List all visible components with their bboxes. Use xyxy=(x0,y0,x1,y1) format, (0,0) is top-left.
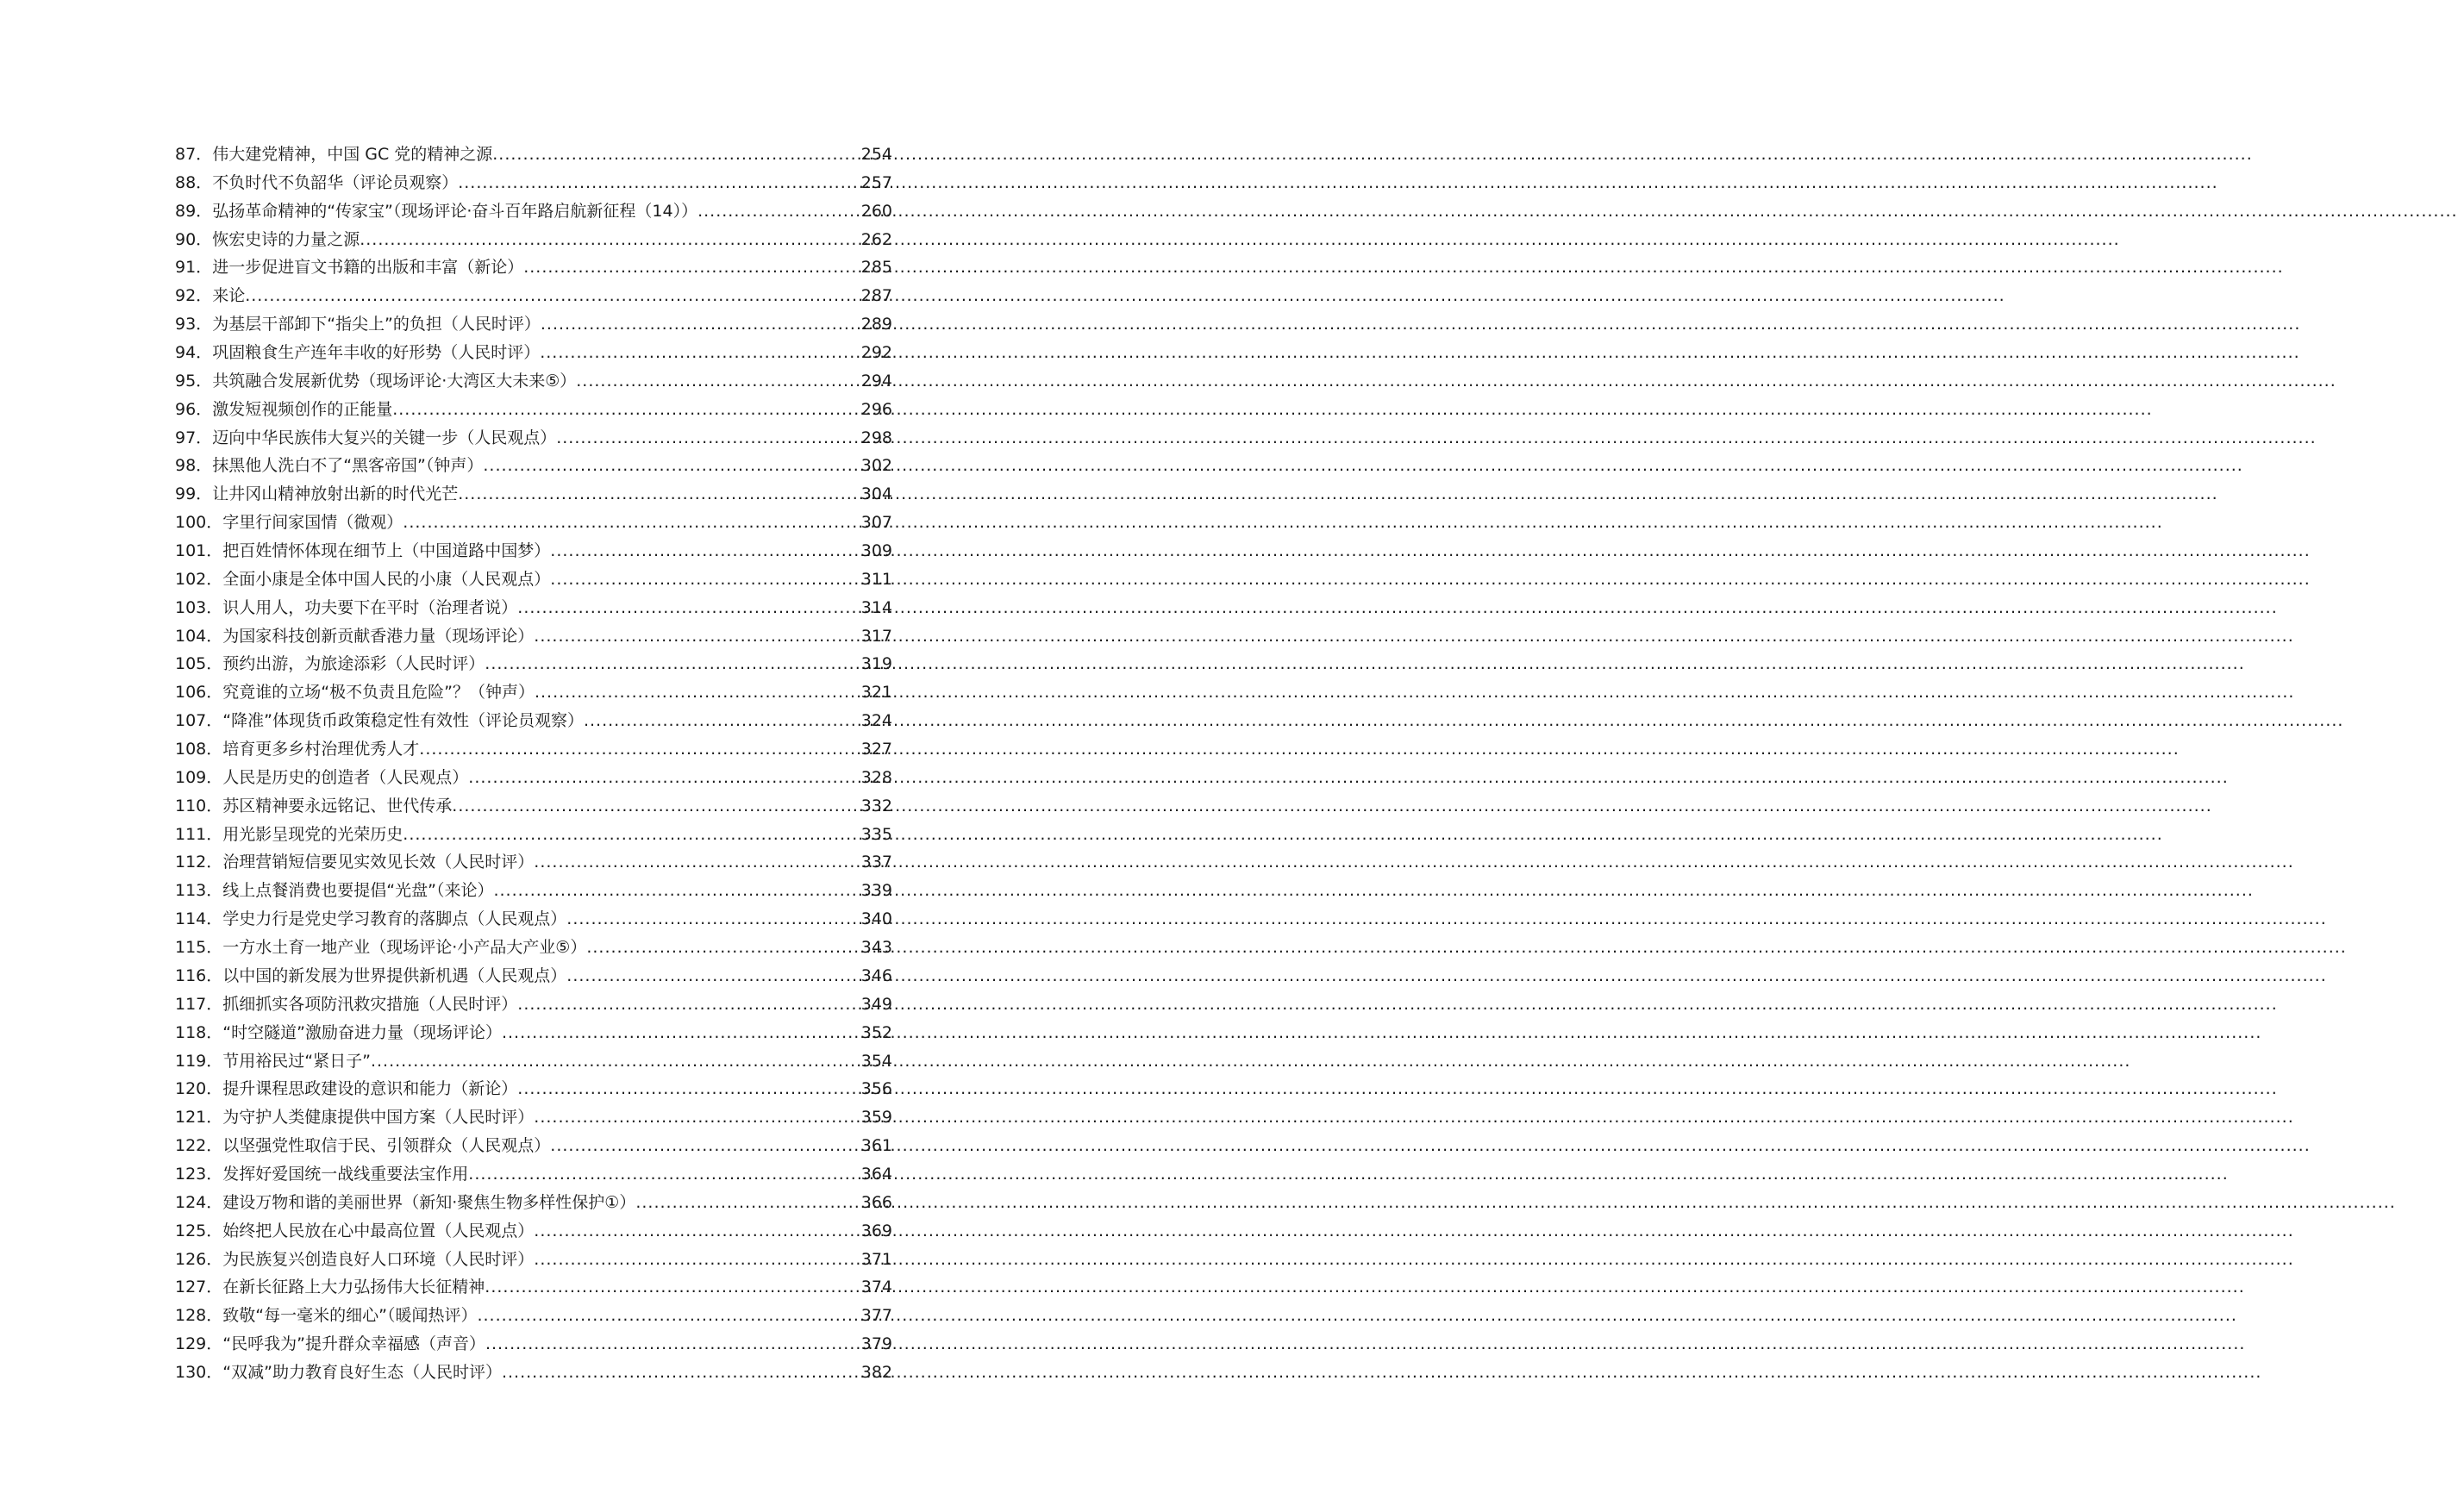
dot-leader xyxy=(502,1019,861,1047)
toc-entry[interactable] xyxy=(175,934,892,962)
entry-number: 103． xyxy=(175,597,223,617)
entry-number: 90． xyxy=(175,229,213,249)
dot-leader xyxy=(452,792,860,821)
entry-page-number: 294 xyxy=(860,371,892,390)
entry-page-number: 379 xyxy=(860,1334,892,1354)
entry-number: 123． xyxy=(175,1164,223,1184)
dot-leader xyxy=(483,452,860,480)
toc-entry[interactable] xyxy=(175,1047,892,1076)
toc-entry[interactable] xyxy=(175,339,892,367)
entry-page-number: 374 xyxy=(860,1278,892,1297)
entry-title: 不负时代不负韶华（评论员观察） xyxy=(212,172,459,192)
entry-page-number: 292 xyxy=(860,343,892,363)
toc-entry[interactable] xyxy=(175,622,892,651)
toc-entry[interactable] xyxy=(175,764,892,792)
entry-title: 以中国的新发展为世界提供新机遇（人民观点） xyxy=(222,965,567,985)
dot-leader xyxy=(485,1330,861,1359)
entry-page-number: 257 xyxy=(860,172,892,192)
toc-entry[interactable] xyxy=(175,1160,892,1189)
entry-page-number: 356 xyxy=(860,1079,892,1099)
entry-number: 114． xyxy=(175,909,223,929)
entry-title: 抓细抓实各项防汛救灾措施（人民时评） xyxy=(222,994,518,1014)
dot-leader xyxy=(566,962,860,990)
toc-entry[interactable] xyxy=(175,792,892,821)
entry-title: 节用裕民过“紧日子” xyxy=(222,1051,371,1071)
entry-page-number: 321 xyxy=(860,683,892,703)
entry-number: 110． xyxy=(175,796,223,815)
entry-title: “降准”体现货币政策稳定性有效性（评论员观察） xyxy=(222,711,584,731)
toc-entry[interactable] xyxy=(175,1330,892,1359)
dot-leader xyxy=(360,226,861,254)
entry-title: 致敬“每一毫米的细心”（暖闻热评） xyxy=(222,1306,478,1326)
dot-leader xyxy=(584,707,861,735)
entry-number: 89． xyxy=(175,201,213,221)
toc-entry[interactable] xyxy=(175,821,892,849)
toc-entry[interactable] xyxy=(175,990,892,1019)
entry-page-number: 260 xyxy=(860,201,892,221)
entry-page-number: 346 xyxy=(860,965,892,985)
entry-page-number: 382 xyxy=(860,1362,892,1382)
entry-number: 96． xyxy=(175,399,213,419)
toc-entry[interactable] xyxy=(175,678,892,707)
dot-leader xyxy=(534,1246,860,1274)
entry-number: 127． xyxy=(175,1278,223,1297)
dot-leader xyxy=(534,622,860,651)
dot-leader xyxy=(477,1302,860,1330)
entry-number: 91． xyxy=(175,258,213,278)
entry-page-number: 287 xyxy=(860,286,892,306)
entry-number: 105． xyxy=(175,654,223,674)
dot-leader xyxy=(517,990,860,1019)
entry-number: 97． xyxy=(175,428,213,447)
dot-leader xyxy=(550,1132,860,1160)
dot-leader xyxy=(535,678,861,707)
entry-page-number: 302 xyxy=(860,456,892,476)
dot-leader xyxy=(458,480,861,509)
toc-entry[interactable] xyxy=(175,396,892,424)
entry-title: 识人用人，功夫要下在平时（治理者说） xyxy=(222,597,518,617)
entry-page-number: 354 xyxy=(860,1051,892,1071)
toc-entry[interactable] xyxy=(175,962,892,990)
dot-leader xyxy=(403,821,860,849)
entry-number: 88． xyxy=(175,172,213,192)
entry-page-number: 359 xyxy=(860,1108,892,1128)
entry-page-number: 254 xyxy=(860,145,892,164)
entry-number: 125． xyxy=(175,1221,223,1240)
toc-entry[interactable] xyxy=(175,367,892,396)
entry-title: 抹黑他人洗白不了“黑客帝国”（钟声） xyxy=(212,456,484,476)
entry-page-number: 289 xyxy=(860,315,892,334)
entry-number: 113． xyxy=(175,881,223,901)
entry-title: 巩固粮食生产连年丰收的好形势（人民时评） xyxy=(212,343,541,363)
entry-number: 92． xyxy=(175,286,213,306)
entry-title: 以坚强党性取信于民、引领群众（人民观点） xyxy=(222,1136,551,1156)
dot-leader xyxy=(468,1160,860,1189)
entry-title: 究竟谁的立场“极不负责且危险”？（钟声） xyxy=(222,683,535,703)
entry-title: 激发短视频创作的正能量 xyxy=(212,399,393,419)
entry-title: 一方水土育一地产业（现场评论·小产品大产业⑤） xyxy=(222,938,587,958)
entry-title: 提升课程思政建设的意识和能力（新论） xyxy=(222,1079,518,1099)
entry-page-number: 339 xyxy=(860,881,892,901)
entry-page-number: 307 xyxy=(860,513,892,533)
entry-page-number: 340 xyxy=(860,909,892,929)
entry-number: 106． xyxy=(175,683,223,703)
toc-entry[interactable] xyxy=(175,226,892,254)
entry-title: 弘扬革命精神的“传家宝”（现场评论·奋斗百年路启航新征程（14）） xyxy=(212,201,698,221)
entry-title: 线上点餐消费也要提倡“光盘”（来论） xyxy=(222,881,494,901)
dot-leader xyxy=(540,339,861,367)
entry-page-number: 335 xyxy=(860,824,892,844)
entry-title: 伟大建党精神，中国 GC 党的精神之源 xyxy=(212,145,493,164)
entry-number: 111． xyxy=(175,824,223,844)
entry-number: 112． xyxy=(175,853,223,872)
entry-page-number: 317 xyxy=(860,626,892,646)
dot-leader xyxy=(392,396,861,424)
toc-entry[interactable] xyxy=(175,735,892,764)
entry-title: 全面小康是全体中国人民的小康（人民观点） xyxy=(222,569,551,589)
dot-leader xyxy=(492,141,860,169)
entry-page-number: 366 xyxy=(860,1192,892,1212)
dot-leader xyxy=(485,1273,860,1302)
dot-leader xyxy=(534,1217,860,1246)
toc-entry[interactable] xyxy=(175,1273,892,1302)
entry-title: 为守护人类健康提供中国方案（人民时评） xyxy=(222,1108,535,1128)
entry-number: 129． xyxy=(175,1334,223,1354)
toc-entry[interactable] xyxy=(175,877,892,905)
entry-page-number: 319 xyxy=(860,654,892,674)
toc-entry[interactable] xyxy=(175,1189,892,1217)
toc-entry[interactable] xyxy=(175,509,892,537)
entry-number: 95． xyxy=(175,371,213,390)
entry-page-number: 324 xyxy=(860,711,892,731)
dot-leader xyxy=(468,764,860,792)
dot-leader xyxy=(566,905,860,934)
dot-leader xyxy=(517,594,860,622)
entry-page-number: 327 xyxy=(860,740,892,759)
dot-leader xyxy=(635,1189,860,1217)
toc-entry[interactable] xyxy=(175,594,892,622)
entry-page-number: 262 xyxy=(860,229,892,249)
entry-page-number: 361 xyxy=(860,1136,892,1156)
toc-entry[interactable] xyxy=(175,169,892,197)
entry-number: 122． xyxy=(175,1136,223,1156)
entry-title: 恢宏史诗的力量之源 xyxy=(212,229,360,249)
entry-number: 101． xyxy=(175,541,223,561)
entry-number: 119． xyxy=(175,1051,223,1071)
toc-entry[interactable] xyxy=(175,1217,892,1246)
entry-title: 始终把人民放在心中最高位置（人民观点） xyxy=(222,1221,535,1240)
toc-entry[interactable] xyxy=(175,848,892,877)
entry-number: 87． xyxy=(175,145,213,164)
toc-entry[interactable] xyxy=(175,1246,892,1274)
entry-number: 115． xyxy=(175,938,223,958)
toc-entry[interactable] xyxy=(175,1019,892,1047)
dot-leader xyxy=(541,310,861,339)
toc-entry[interactable] xyxy=(175,1103,892,1132)
entry-number: 107． xyxy=(175,711,223,731)
dot-leader xyxy=(502,1359,861,1387)
entry-title: “双减”助力教育良好生态（人民时评） xyxy=(222,1362,502,1382)
entry-title: 治理营销短信要见实效见长效（人民时评） xyxy=(222,853,535,872)
entry-number: 102． xyxy=(175,569,223,589)
entry-page-number: 371 xyxy=(860,1249,892,1269)
entry-page-number: 285 xyxy=(860,258,892,278)
entry-title: 用光影呈现党的光荣历史 xyxy=(222,824,403,844)
dot-leader xyxy=(493,877,860,905)
entry-page-number: 332 xyxy=(860,796,892,815)
entry-number: 120． xyxy=(175,1079,223,1099)
entry-page-number: 349 xyxy=(860,994,892,1014)
toc-entry[interactable] xyxy=(175,253,892,282)
entry-number: 130． xyxy=(175,1362,223,1382)
dot-leader xyxy=(534,848,860,877)
entry-title: 为民族复兴创造良好人口环境（人民时评） xyxy=(222,1249,535,1269)
entry-number: 121． xyxy=(175,1108,223,1128)
entry-title: 进一步促进盲文书籍的出版和丰富（新论） xyxy=(212,258,524,278)
dot-leader xyxy=(458,169,861,197)
entry-page-number: 314 xyxy=(860,597,892,617)
toc-entry[interactable] xyxy=(175,1132,892,1160)
dot-leader xyxy=(550,537,860,565)
toc-entry[interactable] xyxy=(175,197,892,226)
dot-leader xyxy=(550,565,860,594)
entry-number: 94． xyxy=(175,343,213,363)
entry-number: 109． xyxy=(175,767,223,787)
entry-title: 人民是历史的创造者（人民观点） xyxy=(222,767,469,787)
entry-title: 学史力行是党史学习教育的落脚点（人民观点） xyxy=(222,909,567,929)
toc-entry[interactable] xyxy=(175,141,892,169)
toc-entry[interactable] xyxy=(175,282,892,310)
entry-page-number: 328 xyxy=(860,767,892,787)
entry-page-number: 298 xyxy=(860,428,892,447)
entry-page-number: 352 xyxy=(860,1022,892,1042)
entry-number: 117． xyxy=(175,994,223,1014)
toc-entry[interactable] xyxy=(175,905,892,934)
entry-title: 建设万物和谐的美丽世界（新知·聚焦生物多样性保护①） xyxy=(222,1192,636,1212)
entry-number: 108． xyxy=(175,740,223,759)
entry-title: 为国家科技创新贡献香港力量（现场评论） xyxy=(222,626,535,646)
entry-title: 迈向中华民族伟大复兴的关键一步（人民观点） xyxy=(212,428,557,447)
entry-number: 124． xyxy=(175,1192,223,1212)
dot-leader xyxy=(419,735,860,764)
entry-page-number: 304 xyxy=(860,484,892,504)
entry-page-number: 377 xyxy=(860,1306,892,1326)
entry-number: 104． xyxy=(175,626,223,646)
dot-leader xyxy=(245,282,861,310)
toc-entry[interactable] xyxy=(175,424,892,453)
entry-page-number: 364 xyxy=(860,1164,892,1184)
entry-title: “时空隧道”激励奋进力量（现场评论） xyxy=(222,1022,502,1042)
entry-number: 98． xyxy=(175,456,213,476)
toc-entry[interactable] xyxy=(175,1359,892,1387)
toc-entry[interactable] xyxy=(175,1075,892,1103)
entry-number: 93． xyxy=(175,315,213,334)
entry-page-number: 309 xyxy=(860,541,892,561)
toc-entry[interactable] xyxy=(175,1302,892,1330)
dot-leader xyxy=(517,1075,860,1103)
toc-entry[interactable] xyxy=(175,452,892,480)
toc-entry[interactable] xyxy=(175,310,892,339)
entry-number: 126． xyxy=(175,1249,223,1269)
dot-leader xyxy=(586,934,860,962)
dot-leader xyxy=(371,1047,861,1076)
entry-title: 共筑融合发展新优势（现场评论·大湾区大未来⑤） xyxy=(212,371,577,390)
toc-entry[interactable] xyxy=(175,480,892,509)
entry-page-number: 343 xyxy=(860,938,892,958)
entry-title: 苏区精神要永远铭记、世代传承 xyxy=(222,796,453,815)
dot-leader xyxy=(534,1103,860,1132)
dot-leader xyxy=(403,509,860,537)
entry-title: 在新长征路上大力弘扬伟大长征精神 xyxy=(222,1278,485,1297)
entry-number: 116． xyxy=(175,965,223,985)
entry-number: 118． xyxy=(175,1022,223,1042)
table-of-contents xyxy=(175,141,892,1387)
toc-entry[interactable] xyxy=(175,650,892,678)
entry-title: 字里行间家国情（微观） xyxy=(222,513,403,533)
dot-leader xyxy=(556,424,861,453)
entry-number: 100． xyxy=(175,513,223,533)
entry-number: 128． xyxy=(175,1306,223,1326)
toc-entry[interactable] xyxy=(175,707,892,735)
dot-leader xyxy=(485,650,860,678)
entry-number: 99． xyxy=(175,484,213,504)
entry-title: 把百姓情怀体现在细节上（中国道路中国梦） xyxy=(222,541,551,561)
toc-entry[interactable] xyxy=(175,537,892,565)
dot-leader xyxy=(523,253,861,282)
dot-leader xyxy=(697,197,861,226)
entry-page-number: 369 xyxy=(860,1221,892,1240)
entry-page-number: 311 xyxy=(860,569,892,589)
entry-title: “民呼我为”提升群众幸福感（声音） xyxy=(222,1334,485,1354)
entry-title: 为基层干部卸下“指尖上”的负担（人民时评） xyxy=(212,315,541,334)
entry-title: 来论 xyxy=(212,286,246,306)
entry-title: 发挥好爱国统一战线重要法宝作用 xyxy=(222,1164,469,1184)
entry-title: 让井冈山精神放射出新的时代光芒 xyxy=(212,484,459,504)
entry-page-number: 337 xyxy=(860,853,892,872)
entry-title: 预约出游，为旅途添彩（人民时评） xyxy=(222,654,485,674)
toc-entry[interactable] xyxy=(175,565,892,594)
entry-page-number: 296 xyxy=(860,399,892,419)
entry-title: 培育更多乡村治理优秀人才 xyxy=(222,740,420,759)
dot-leader xyxy=(576,367,860,396)
